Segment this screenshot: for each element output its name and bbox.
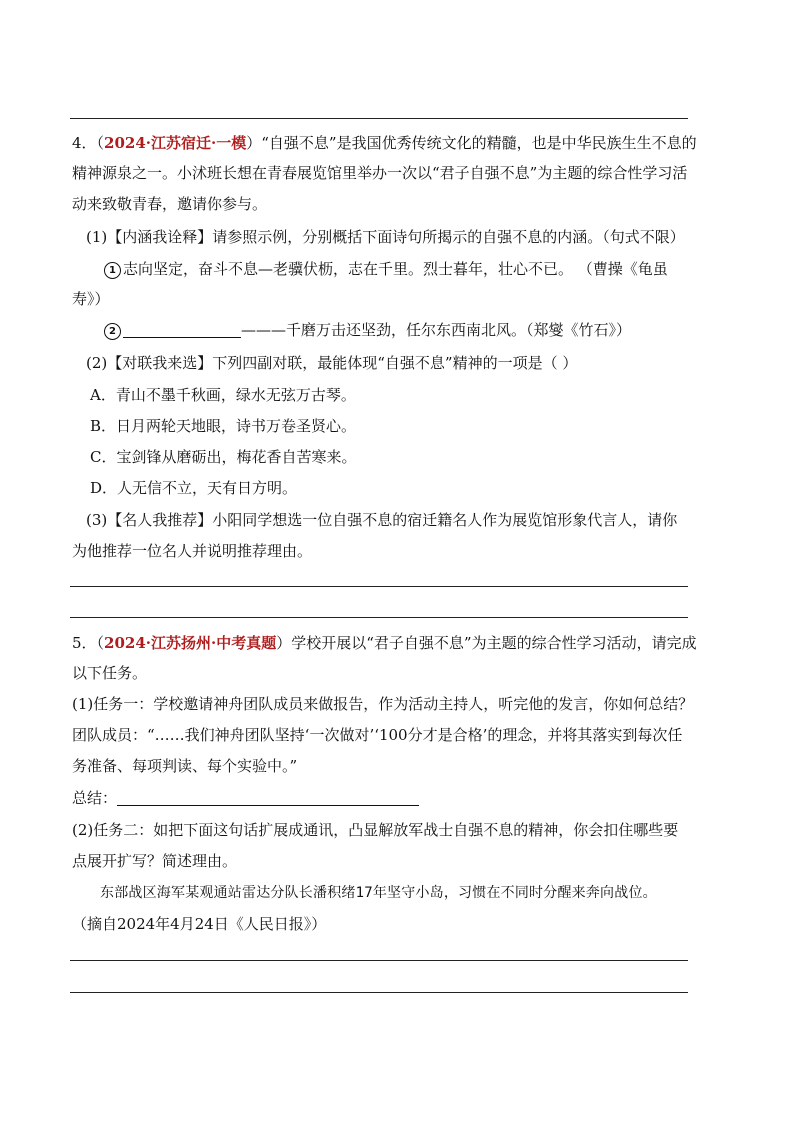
q5-summary-blank[interactable] <box>117 791 419 806</box>
q5-task1-prompt: (1)任务一：学校邀请神舟团队成员来做报告，作为活动主持人，听完他的发言，你如何总结？ <box>72 695 694 713</box>
q5-quote-line-1: 团队成员：“……我们神舟团队坚持‘一次做对’‘100分才是合格’的理念，并将其落实到每次任 <box>72 726 683 744</box>
q5-news-sentence: 东部战区海军某观通站雷达分队长潘积绪17年坚守小岛，习惯在不同时分醒来奔向战位。 <box>100 885 657 901</box>
q5-summary-label: 总结： <box>72 789 118 807</box>
q5-answer-line-2[interactable] <box>70 992 688 993</box>
q5-task2-prompt: (2)任务二：如把下面这句话扩展成通讯，凸显解放军战士自强不息的精神，你会扣住哪些要 <box>72 821 679 839</box>
q5-answer-line-1[interactable] <box>70 960 688 961</box>
q5-quote-line-2: 务准备、每项判读、每个实验中。” <box>72 757 298 775</box>
q4-intro-line-2: 精神源泉之一。小沭班长想在青春展览馆里举办一次以“君子自强不息”为主题的综合性学习活 <box>72 164 688 182</box>
q4-answer-line-1[interactable] <box>70 586 688 587</box>
answer-line-prev <box>70 118 688 119</box>
q5-summary-row <box>72 788 419 808</box>
q4-part3-prompt-cont: 为他推荐一位名人并说明推荐理由。 <box>72 542 313 560</box>
q4-option-c: C．宝剑锋从磨砺出，梅花香自苦寒来。 <box>90 448 357 466</box>
q4-answer-blank-2[interactable] <box>123 323 241 338</box>
q4-part1-prompt: (1)【内涵我诠释】请参照示例，分别概括下面诗句所揭示的自强不息的内涵。（句式不限） <box>86 228 685 246</box>
circled-number-1: 1 <box>104 262 121 279</box>
q4-intro-line-3: 动来致敬青春，邀请你参与。 <box>72 195 268 213</box>
q4-part3-prompt: (3)【名人我推荐】小阳同学想选一位自强不息的宿迁籍名人作为展览馆形象代言人，请你 <box>86 511 678 529</box>
q5-intro-line-1: 5．（2024·江苏扬州·中考真题）学校开展以“君子自强不息”为主题的综合性学习活动，请完成 <box>72 634 697 652</box>
circled-number-2: 2 <box>104 323 121 340</box>
q4-option-d: D．人无信不立，天有日方明。 <box>90 479 298 497</box>
q5-source-tag: 2024·江苏扬州·中考真题 <box>104 634 277 652</box>
q4-option-b: B．日月两轮天地眼，诗书万卷圣贤心。 <box>90 417 357 435</box>
q4-source-tag: 2024·江苏宿迁·一模 <box>104 134 247 152</box>
q4-intro-line-1: 4．（2024·江苏宿迁·一模）“自强不息”是我国优秀传统文化的精髓，也是中华民族生生不息的 <box>72 134 697 152</box>
q4-example-1: 1 志向坚定，奋斗不息—老骥伏枥，志在千里。烈士暮年，壮心不已。 （曹操《龟虽 <box>104 259 668 279</box>
q5-intro-line-2: 以下任务。 <box>72 664 148 682</box>
q4-answer-line-2[interactable] <box>70 617 688 618</box>
q4-example-1-cont: 寿》） <box>72 290 110 308</box>
q5-task2-prompt-cont: 点展开扩写？简述理由。 <box>72 852 238 870</box>
q4-option-a: A．青山不墨千秋画，绿水无弦万古琴。 <box>90 386 356 404</box>
q4-example-2: 2 ———千磨万击还坚劲，任尔东西南北风。（郑燮《竹石》） <box>104 320 631 340</box>
q5-news-source: （摘自2024年4月24日《人民日报》） <box>72 915 327 933</box>
q4-part2-prompt: (2)【对联我来选】下列四副对联，最能体现“自强不息”精神的一项是（ ） <box>86 354 578 372</box>
